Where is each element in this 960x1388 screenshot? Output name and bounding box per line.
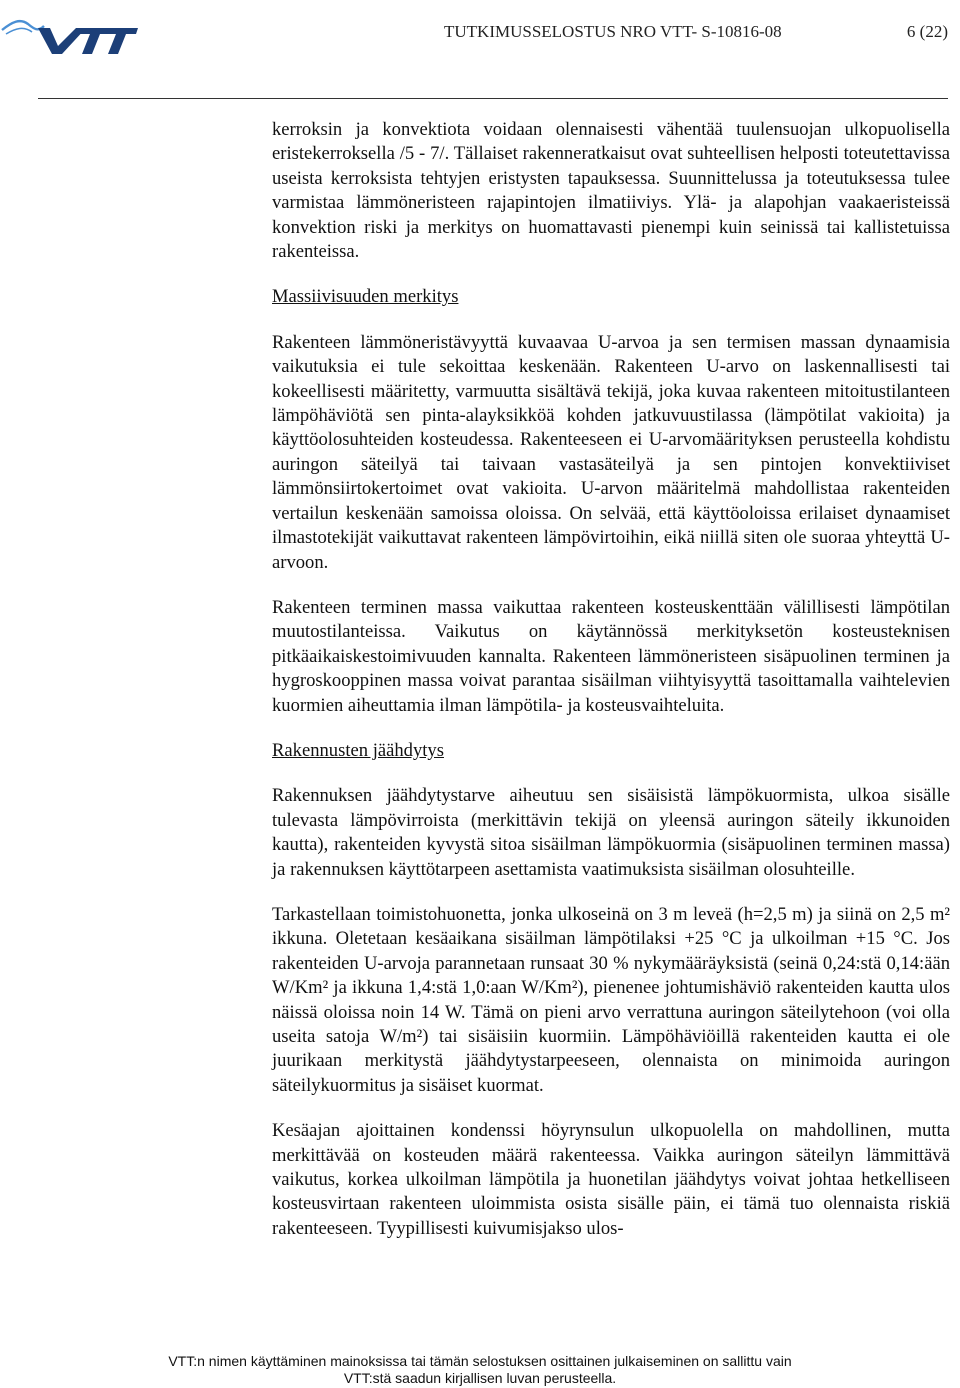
section-heading: Massiivisuuden merkitys: [272, 286, 459, 308]
vtt-logo: [0, 4, 140, 56]
footer-line-2: VTT:stä saadun kirjallisen luvan perusteella.: [343, 1370, 617, 1386]
body-paragraph: kerroksin ja konvektiota voidaan olennaisesti vähentää tuulensuojan ulkopuolisella eristekerroksella /5 - 7/. Tällaiset rakenneratkaisut ovat suhteellisen helposti toteutettavissa useista kerroksista tehtyjen eristysten tapauksessa. Suunnittelussa ja toteutuksessa tulee varmistaa lämmöneristeen rajapintojen ilmatiiviys. Ylä- ja alapohjan vaakaeristeissä konvektion riski ja merkitys on huomattavasti pienempi kuin seinissä tai kallistetuissa rakenteissa.: [272, 119, 950, 263]
header-rule: [38, 98, 948, 99]
page-number: 6 (22): [906, 22, 948, 41]
body-paragraph: Rakennuksen jäähdytystarve aiheutuu sen sisäisistä lämpökuormista, ulkoa sisälle tulevasta lämpövirroista (merkittävin tekijä on yleensä auringon säteily ikkunoiden kautta), rakenteiden kyvystä sitoa sisäilman lämpökuormia (sisäpuolinen terminen massa) ja rakennuksen käyttötarpeen asettamista vaatimuksista sisäilman olosuhteille.: [272, 785, 950, 880]
body-paragraph: Tarkastellaan toimistohuonetta, jonka ulkoseinä on 3 m leveä (h=2,5 m) ja siinä on 2,5 m² ikkuna. Oletetaan kesäaikana sisäilman lämpötilaksi +25 °C ja ulkoilman +15 °C. Jos rakenteiden U-arvoja parannetaan runsaat 30 % nykymääräyksistä (seinä 0,24:stä 0,14:ään W/Km² ja ikkuna 1,4:stä 1,0:aan W/Km²), pienenee johtumishäviö rakenteiden kautta ulos näissä oloissa noin 14 W. Tämä on pieni arvo verrattuna auringon säteilytehoon (voi olla useita satoja W/m²) tai sisäisiin kuormiin. Lämpöhäviöillä rakenteiden kautta ei ole juurikaan merkitystä jäähdytystarpeeseen, olennaista on minimoida auringon säteilykuormitus ja sisäiset kuormat.: [272, 903, 950, 1096]
document-body: [272, 118, 950, 1262]
section-heading: Rakennusten jäähdytys: [272, 739, 444, 761]
body-paragraph: Rakenteen terminen massa vaikuttaa rakenteen kosteuskenttään välillisesti lämpötilan muutostilanteissa. Vaikutus on käytännössä merkityksetön kosteusteknisen pitkäaikaiskestoimivuuden kannalta. Rakenteen lämmöneristeen sisäpuolinen terminen ja hygroskooppinen massa voivat parantaa sisäilman viihtyisyyttä tasoittamalla vaihtelevien kuormien aiheuttamia ilman lämpötila- ja kosteusvaihteluita.: [272, 596, 950, 716]
body-paragraph: Kesäajan ajoittainen kondenssi höyrynsulun ulkopuolella on mahdollinen, mutta merkittävää on kosteuden määrä rakenteessa. Vaikka auringon säteilyn lämmittävä vaikutus, korkea ulkoilman lämpötila ja huonetilan jäähdytys voivat johtaa hetkelliseen kosteusvirtaan rakenteen uloimmista osista sisälle päin, ei tämä tuo olennaista riskiä rakenteeseen. Tyypillisesti kuivumisjakso ulos-: [272, 1120, 950, 1239]
report-title: TUTKIMUSSELOSTUS NRO VTT- S-10816-08: [444, 22, 782, 41]
footer-line-1: VTT:n nimen käyttäminen mainoksissa tai tämän selostuksen osittainen julkaiseminen on sallittu vain: [168, 1353, 792, 1369]
body-paragraph: Rakenteen lämmöneristävyyttä kuvaavaa U-arvoa ja sen termisen massan dynaamisia vaikutuksia ei tule sekoittaa keskenään. Rakenteen U-arvo on laskennallisesti tai kokeellisesti määritetty, varmuutta sisältävä tekijä, joka kuvaa rakenteen mitoitustilanteen lämpöhäviötä sen pinta-alayksikköä kohden jatkuvuustilassa (lämpötilat vakioita) ja käyttöolosuhteiden kosteudessa. Rakenteeseen ei U-arvomäärityksen perusteella kohdistu auringon säteilyä tai taivaan vastasäteilyä ja sen pintojen konvektiiviset lämmönsiirtokertoimet ovat vakioita. U-arvon määritelmä mahdollistaa rakenteiden vertailun keskenään samoissa oloissa. On selvää, että käyttöoloissa erilaiset dynaamiset ilmastotekijät vaikuttavat rakenteen lämpövirtoihin, eikä niillä siten ole suoraa yhteyttä U-arvoon.: [272, 331, 950, 573]
